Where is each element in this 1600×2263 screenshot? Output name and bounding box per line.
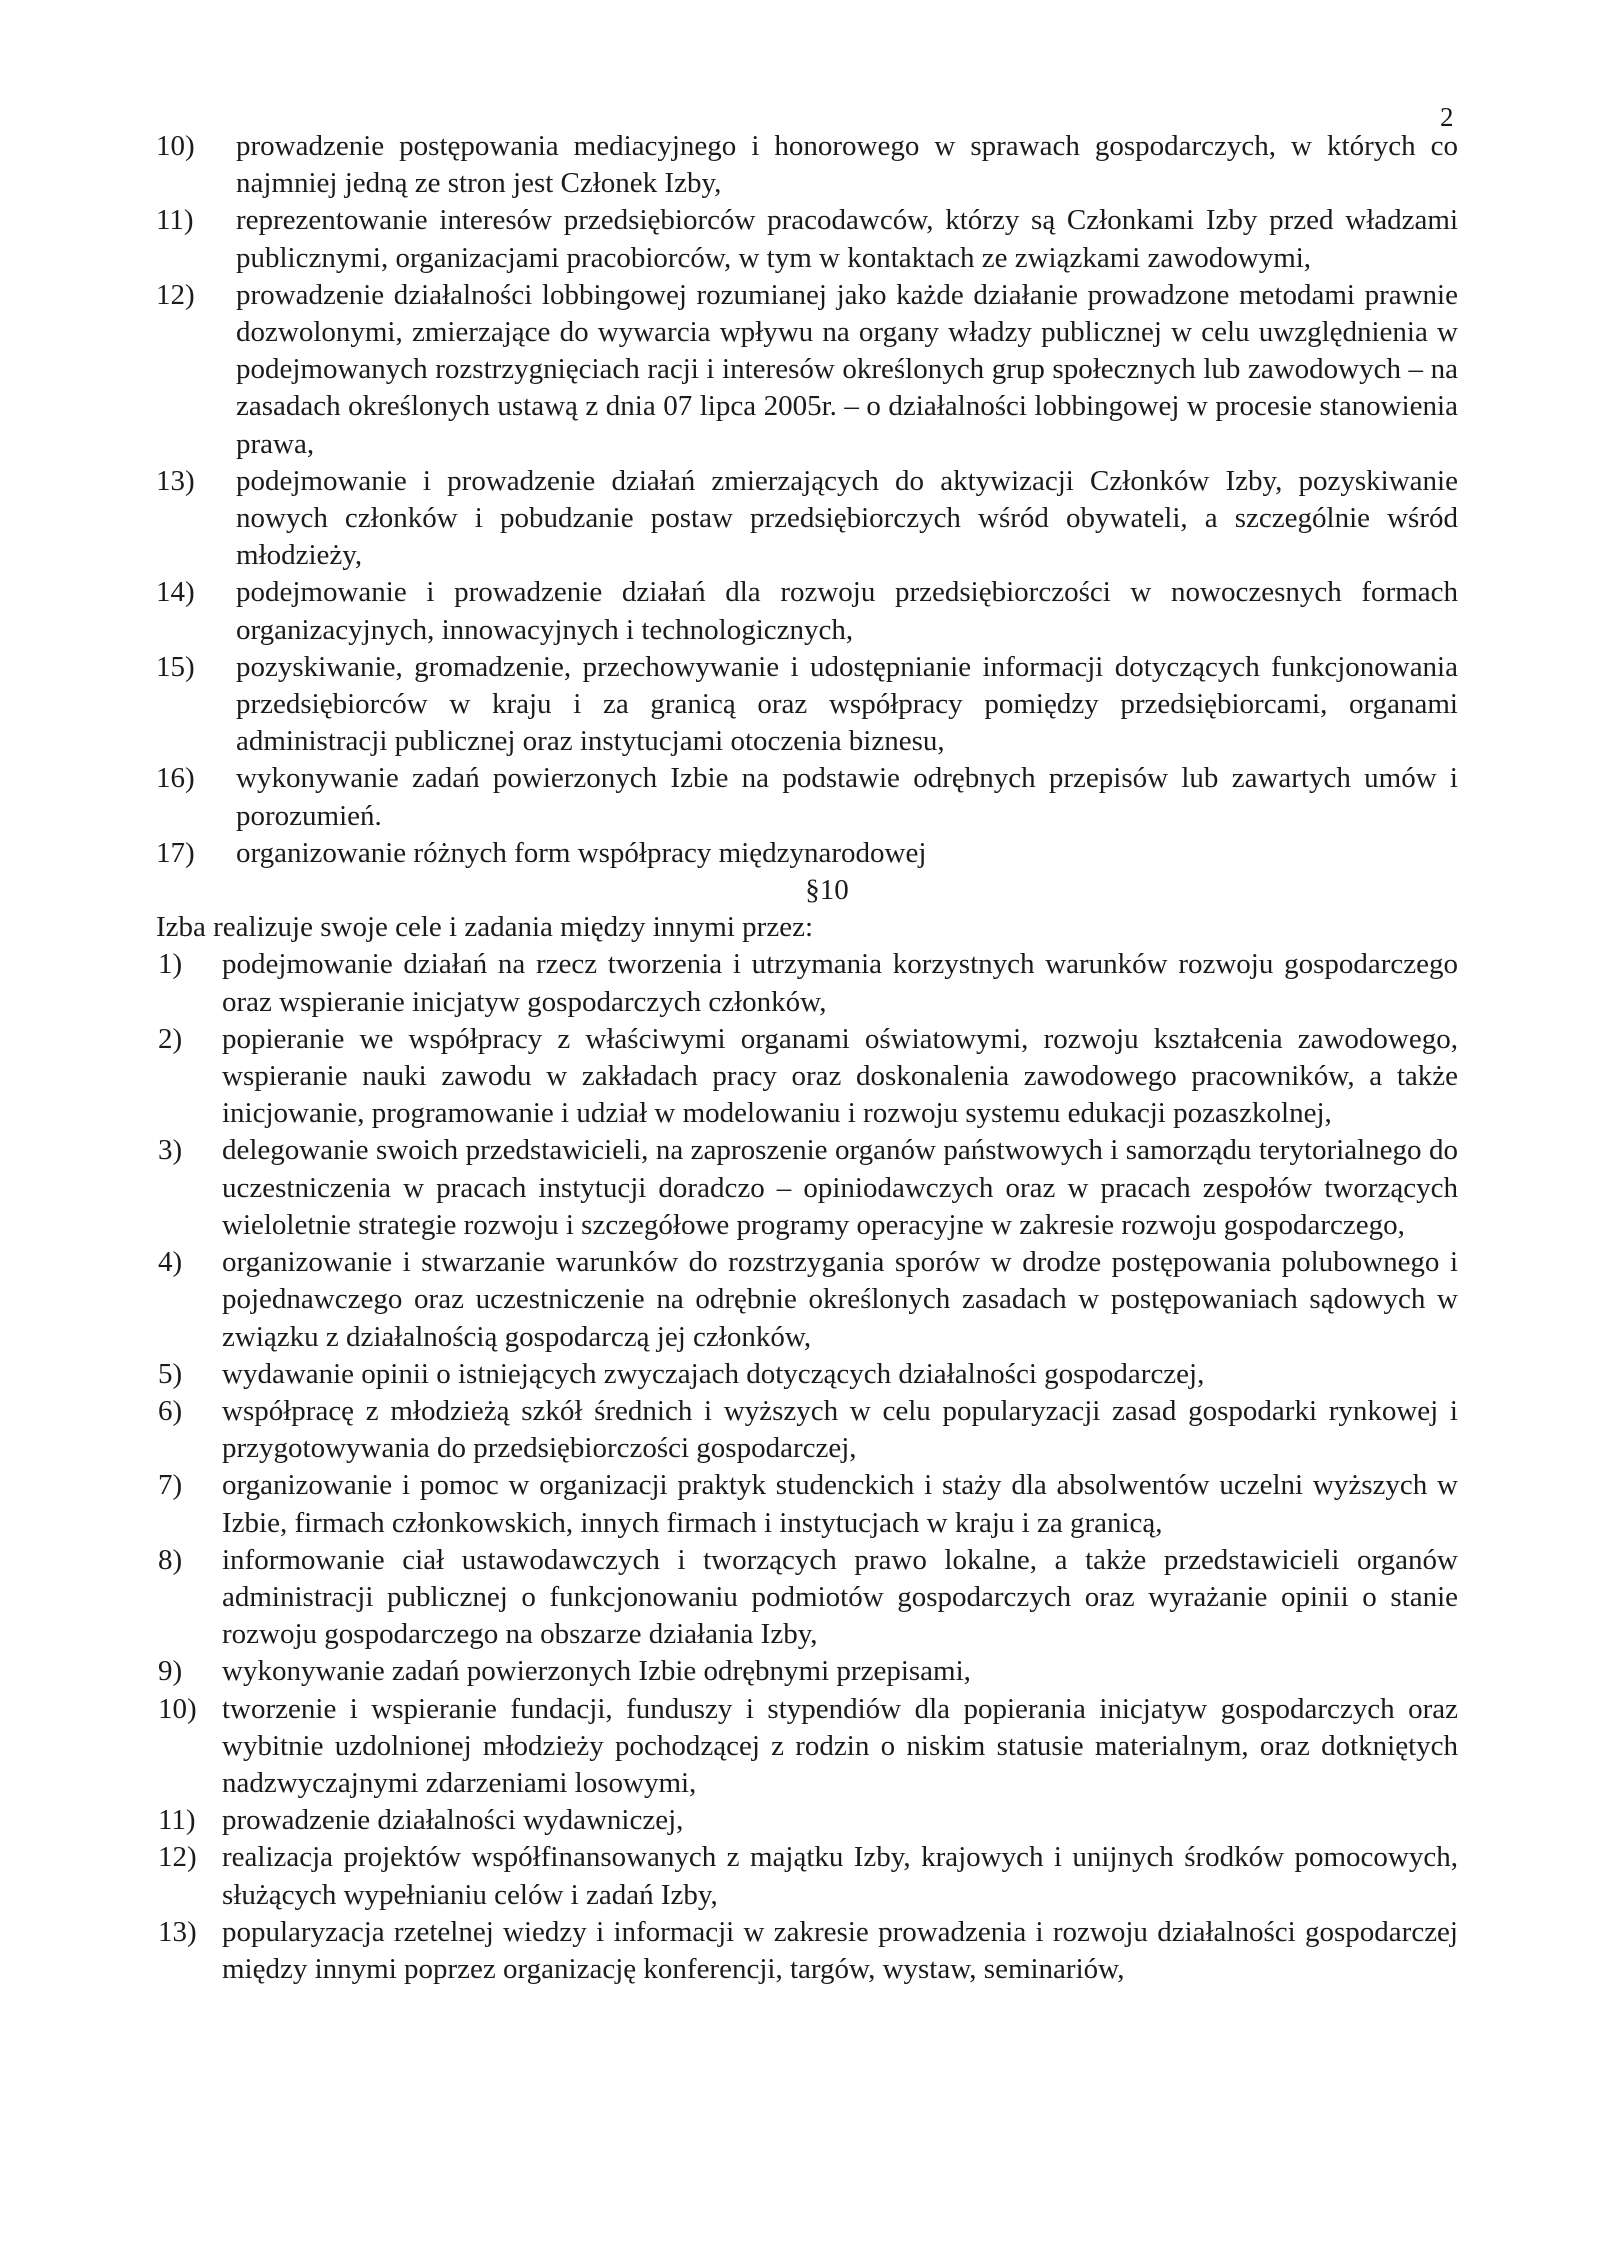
list-item (156, 574, 1458, 648)
item-text: współpracę z młodzieżą szkół średnich i wyższych w celu popularyzacji zasad gospodarki rynkowej i przygotowywania do przedsiębiorczości gospodarczej, (222, 1394, 1458, 1465)
item-text: prowadzenie postępowania mediacyjnego i honorowego w sprawach gospodarczych, w których co najmniej jedną ze stron jest Członek Izby, (236, 130, 1458, 200)
list-item (156, 128, 1458, 202)
item-number: 13) (158, 1915, 197, 1948)
item-number: 15) (156, 650, 195, 683)
item-text: wydawanie opinii o istniejących zwyczajach dotyczących działalności gospodarczej, (222, 1357, 1205, 1390)
list-item (156, 202, 1458, 276)
list-item (156, 463, 1458, 575)
item-text: popularyzacja rzetelnej wiedzy i informacji w zakresie prowadzenia i rozwoju działalności gospodarczej między innymi poprzez organizację konferencji, targów, wystaw, seminariów, (222, 1915, 1458, 1985)
item-text: popieranie we współpracy z właściwymi organami oświatowymi, rozwoju kształcenia zawodowego, wspieranie nauki zawodu w zakładach pracy oraz doskonalenia zawodowego pracowników, a także inicjowanie, programowanie i udział w modelowaniu i rozwoju systemu edukacji pozaszkolnej, (222, 1022, 1458, 1130)
list-item (158, 1021, 1458, 1133)
list-item (158, 1393, 1458, 1467)
item-number: 12) (156, 278, 195, 311)
section-heading: §10 (805, 874, 849, 907)
item-text: wykonywanie zadań powierzonych Izbie odrębnymi przepisami, (222, 1655, 971, 1688)
list-item (158, 1356, 1458, 1393)
list-item (158, 1542, 1458, 1654)
item-number: 9) (158, 1655, 183, 1688)
item-text: reprezentowanie interesów przedsiębiorców pracodawców, którzy są Członkami Izby przed władzami publicznymi, organizacjami pracobiorców, w tym w kontaktach ze związkami zawodowymi, (236, 204, 1458, 274)
item-number: 5) (158, 1357, 183, 1390)
task-list-continued (156, 128, 1458, 872)
item-number: 11) (156, 204, 194, 237)
item-text: pozyskiwanie, gromadzenie, przechowywanie i udostępnianie informacji dotyczących funkcjonowania przedsiębiorców w kraju i za granicą oraz współpracy pomiędzy przedsiębiorcami, organami administracji publicznej oraz instytucjami otoczenia biznesu, (236, 650, 1458, 758)
item-number: 17) (156, 836, 195, 869)
list-item (158, 1467, 1458, 1541)
item-text: podejmowanie działań na rzecz tworzenia i utrzymania korzystnych warunków rozwoju gospodarczego oraz wspieranie inicjatyw gospodarczych członków, (222, 948, 1458, 1018)
item-number: 14) (156, 576, 195, 609)
item-text: organizowanie i pomoc w organizacji praktyk studenckich i staży dla absolwentów uczelni wyższych w Izbie, firmach członkowskich, innych firmach i instytucjach w kraju i za granicą, (222, 1469, 1458, 1539)
item-text: tworzenie i wspieranie fundacji, funduszy i stypendiów dla popierania inicjatyw gospodarczych oraz wybitnie uzdolnionej młodzieży pochodzącej z rodzin o niskim statusie materialnym, oraz dotkniętych nadzwyczajnymi zdarzeniami losowymi, (222, 1692, 1458, 1799)
item-number: 11) (158, 1804, 196, 1837)
item-text: delegowanie swoich przedstawicieli, na zaproszenie organów państwowych i samorządu terytorialnego do uczestniczenia w pracach instytucji doradczo – opiniodawczych oraz w pracach zespołów tworzących wieloletnie strategie rozwoju i szczegółowe programy operacyjne w zakresie rozwoju gospodarczego, (222, 1134, 1458, 1241)
list-item (156, 760, 1458, 834)
item-text: podejmowanie i prowadzenie działań dla rozwoju przedsiębiorczości w nowoczesnych formach organizacyjnych, innowacyjnych i technologicznych, (236, 576, 1458, 646)
item-number: 4) (158, 1246, 183, 1279)
item-text: informowanie ciał ustawodawczych i tworzących prawo lokalne, a także przedstawicieli organów administracji publicznej o funkcjonowaniu podmiotów gospodarczych oraz wyrażanie opinii o stanie rozwoju gospodarczego na obszarze działania Izby, (222, 1543, 1458, 1651)
list-item (158, 1132, 1458, 1244)
page-number: 2 (1440, 102, 1454, 132)
list-item (158, 1914, 1458, 1988)
list-item (158, 946, 1458, 1020)
item-number: 10) (158, 1692, 197, 1725)
item-text: organizowanie różnych form współpracy międzynarodowej (236, 836, 927, 869)
list-item (158, 1802, 1458, 1839)
item-text: realizacja projektów współfinansowanych z majątku Izby, krajowych i unijnych środków pomocowych, służących wypełnianiu celów i zadań Izby, (222, 1841, 1458, 1911)
item-number: 6) (158, 1394, 183, 1427)
means-list (158, 946, 1458, 1988)
list-item (156, 649, 1458, 761)
item-number: 2) (158, 1022, 183, 1055)
item-number: 1) (158, 948, 183, 981)
list-item (158, 1653, 1458, 1690)
item-text: prowadzenie działalności lobbingowej rozumianej jako każde działanie prowadzone metodami prawnie dozwolonymi, zmierzające do wywarcia wpływu na organy władzy publicznej w celu uwzględnienia w podejmowanych rozstrzygnięciach racji i interesów określonych grup społecznych lub zawodowych – na zasadach określonych ustawą z dnia 07 lipca 2005r. – o działalności lobbingowej w procesie stanowienia prawa, (236, 278, 1458, 460)
item-text: prowadzenie działalności wydawniczej, (222, 1804, 684, 1837)
document-body (156, 128, 1458, 1988)
item-text: podejmowanie i prowadzenie działań zmierzających do aktywizacji Członków Izby, pozyskiwanie nowych członków i pobudzanie postaw przedsiębiorczych wśród obywateli, a szczególnie wśród młodzieży, (236, 464, 1458, 572)
list-item (156, 277, 1458, 463)
item-number: 10) (156, 130, 195, 162)
list-item (158, 1691, 1458, 1803)
item-number: 13) (156, 464, 195, 497)
item-number: 8) (158, 1543, 183, 1576)
section-intro: Izba realizuje swoje cele i zadania między innymi przez: (156, 911, 814, 944)
item-text: organizowanie i stwarzanie warunków do rozstrzygania sporów w drodze postępowania polubownego i pojednawczego oraz uczestniczenie na odrębnie określonych zasadach w postępowaniach sądowych w związku z działalnością gospodarczą jej członków, (222, 1246, 1458, 1353)
item-number: 3) (158, 1134, 183, 1167)
list-item (158, 1244, 1458, 1356)
item-text: wykonywanie zadań powierzonych Izbie na podstawie odrębnych przepisów lub zawartych umów i porozumień. (236, 762, 1458, 832)
list-item (158, 1839, 1458, 1913)
list-item (156, 835, 1458, 872)
item-number: 12) (158, 1841, 197, 1874)
item-number: 7) (158, 1469, 183, 1502)
item-number: 16) (156, 762, 195, 795)
